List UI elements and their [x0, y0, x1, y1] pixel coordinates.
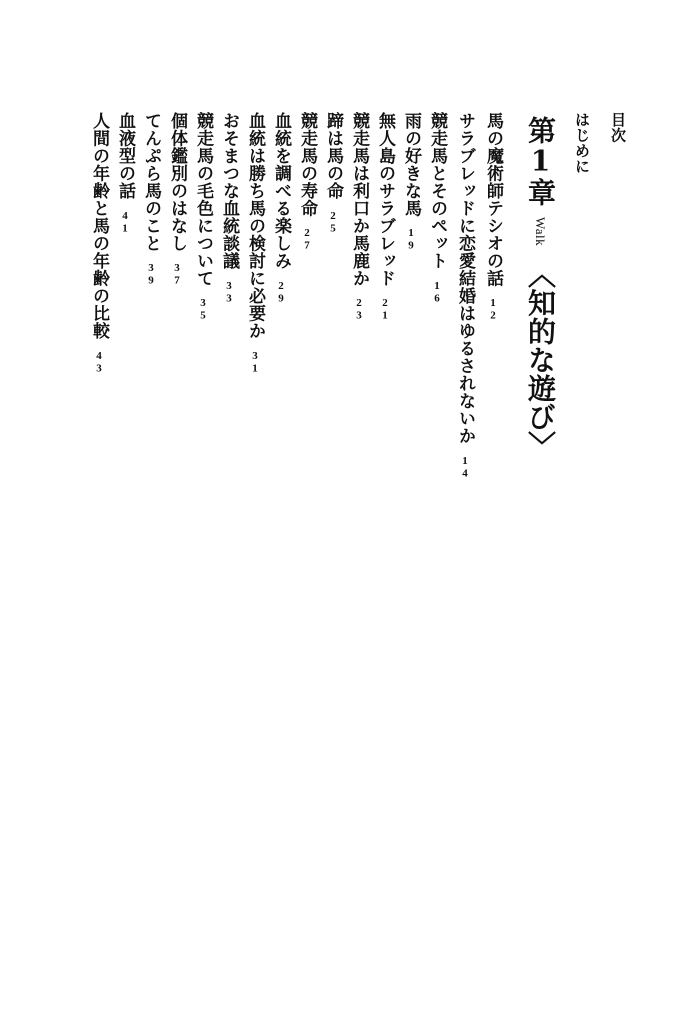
toc-entry	[428, 112, 445, 305]
entry-title: てんぷら馬のこと	[141, 112, 161, 252]
entry-title: 競走馬は利口か馬鹿か	[349, 112, 369, 287]
entry-page: 35	[197, 297, 209, 322]
entry-title: サラブレッドに恋愛結婚はゆるされないか	[455, 112, 475, 445]
toc-entry	[456, 112, 473, 480]
toc-heading: 目次	[609, 112, 627, 143]
toc-entry	[324, 112, 341, 235]
chapter-walk: Walk	[533, 216, 548, 246]
entry-page: 19	[405, 227, 417, 252]
preface-entry: はじめに	[573, 112, 591, 174]
entry-page: 16	[431, 279, 443, 305]
entry-title: 血統を調べる楽しみ	[271, 112, 291, 270]
toc-entry	[402, 112, 419, 252]
toc-entry	[90, 112, 107, 375]
entry-title: 競走馬の寿命	[297, 112, 317, 217]
entry-title: 血液型の話	[115, 112, 135, 200]
entry-page: 27	[301, 227, 313, 252]
entry-page: 12	[487, 297, 499, 322]
entry-title: 競走馬とそのペット	[427, 112, 447, 270]
toc-entry	[298, 112, 315, 252]
toc-entry	[168, 112, 185, 287]
chapter-prefix: 第	[524, 116, 557, 145]
entry-page: 23	[353, 297, 365, 322]
toc-entry	[350, 112, 367, 322]
toc-entry	[484, 112, 501, 322]
entry-title: 無人島のサラブレッド	[375, 112, 395, 287]
entry-title: おそまつな血統談議	[219, 112, 239, 270]
chapter-suffix: 章	[524, 178, 557, 207]
entry-page: 39	[145, 262, 157, 287]
toc-entry	[142, 112, 159, 287]
entry-title: 蹄は馬の命	[323, 112, 343, 200]
entry-page: 21	[379, 297, 391, 322]
entry-page: 33	[223, 279, 235, 305]
entry-page: 25	[327, 209, 339, 235]
toc-entry	[246, 112, 263, 375]
entry-title: 血統は勝ち馬の検討に必要か	[245, 112, 265, 340]
toc-entry	[220, 112, 237, 305]
entry-page: 14	[459, 454, 471, 480]
chapter-number: 1	[524, 144, 557, 178]
entry-page: 37	[171, 262, 183, 287]
toc-entry	[194, 112, 211, 322]
entry-title: 個体鑑別のはなし	[167, 112, 187, 252]
entry-page: 43	[93, 349, 105, 375]
entry-page: 41	[119, 209, 131, 235]
toc-entry	[272, 112, 289, 305]
entry-title: 馬の魔術師テシオの話	[483, 112, 503, 287]
chapter-heading	[524, 116, 557, 460]
entry-title: 競走馬の毛色について	[193, 112, 213, 287]
entry-title: 人間の年齢と馬の年齢の比較	[89, 112, 109, 340]
toc-entry	[116, 112, 133, 235]
entry-page: 29	[275, 279, 287, 305]
chapter-subtitle: 〈知的な遊び〉	[524, 259, 557, 460]
entry-title: 雨の好きな馬	[401, 112, 421, 217]
entry-page: 31	[249, 349, 261, 375]
toc-entry	[376, 112, 393, 322]
